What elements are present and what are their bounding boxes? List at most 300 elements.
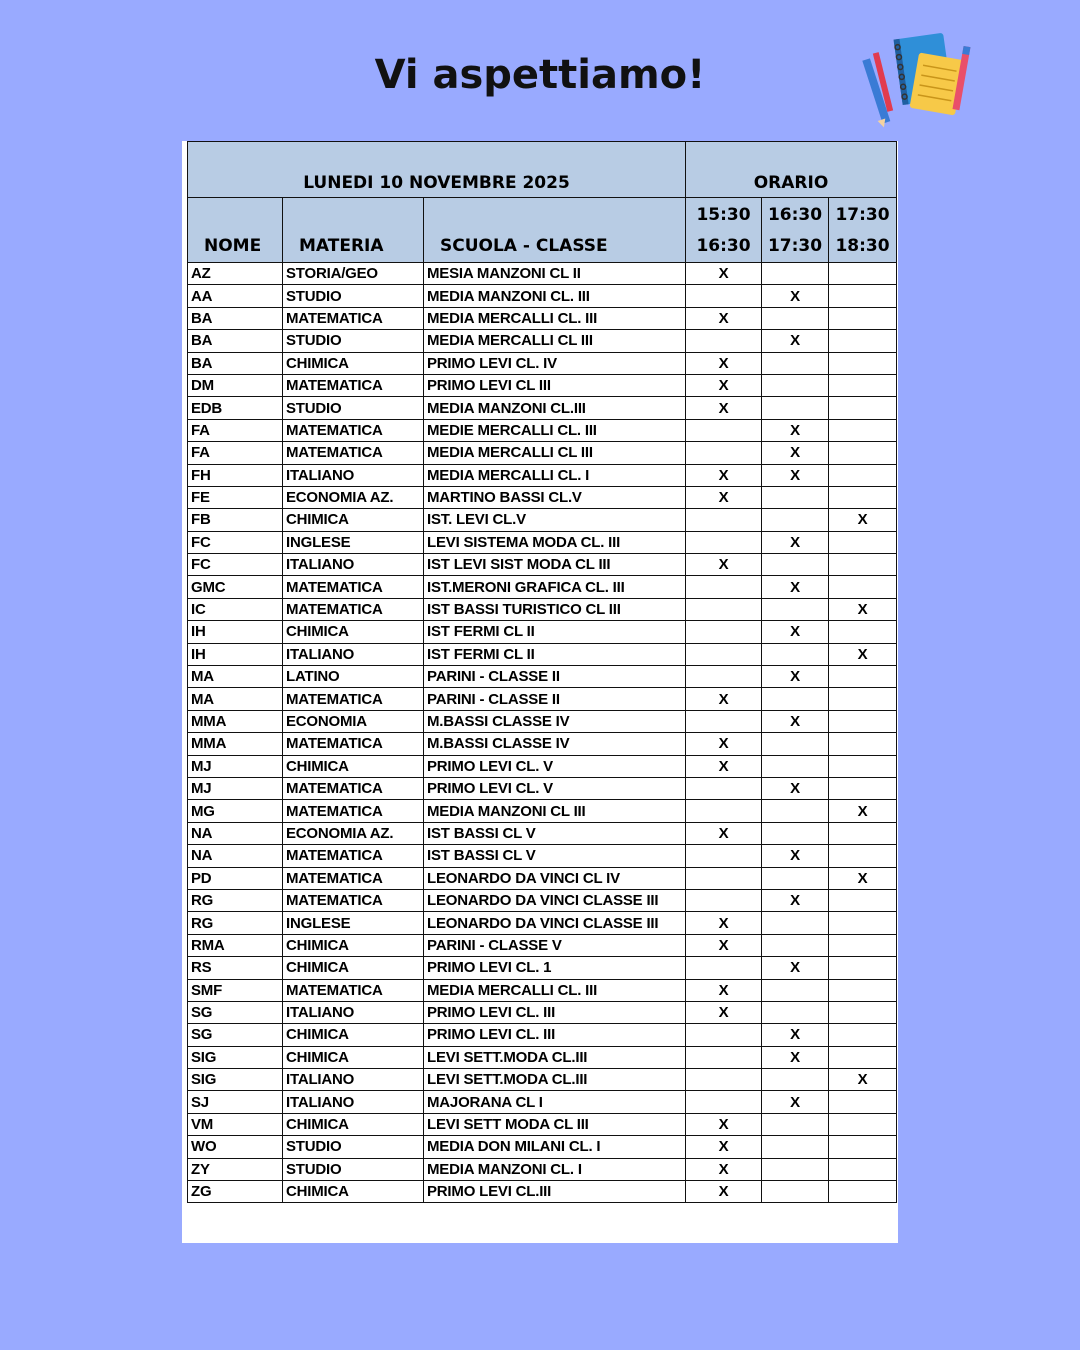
cell-materia: MATEMATICA [283, 374, 424, 396]
cell-materia: ITALIANO [283, 1001, 424, 1023]
cell-scuola: LEVI SETT MODA CL III [424, 1113, 686, 1135]
col-header-scuola: SCUOLA - CLASSE [424, 198, 686, 263]
cell-slot-2 [762, 979, 829, 1001]
cell-scuola: MEDIA MERCALLI CL III [424, 442, 686, 464]
cell-nome: SG [188, 1024, 283, 1046]
cell-slot-2 [762, 598, 829, 620]
cell-slot-2: X [762, 666, 829, 688]
cell-nome: GMC [188, 576, 283, 598]
cell-slot-2 [762, 822, 829, 844]
cell-slot-3 [829, 330, 897, 352]
cell-slot-2: X [762, 1091, 829, 1113]
slot-header-2: 16:30 17:30 [762, 198, 829, 263]
cell-materia: ITALIANO [283, 1091, 424, 1113]
cell-slot-1 [686, 800, 762, 822]
cell-slot-2 [762, 554, 829, 576]
cell-slot-2: X [762, 889, 829, 911]
cell-scuola: MAJORANA CL I [424, 1091, 686, 1113]
cell-slot-3 [829, 397, 897, 419]
cell-slot-1 [686, 598, 762, 620]
table-row [188, 285, 897, 307]
cell-slot-1: X [686, 688, 762, 710]
cell-materia: STORIA/GEO [283, 263, 424, 285]
slot-header-1: 15:30 16:30 [686, 198, 762, 263]
cell-slot-3 [829, 845, 897, 867]
cell-scuola: MEDIA MERCALLI CL. I [424, 464, 686, 486]
cell-nome: NA [188, 822, 283, 844]
cell-materia: ECONOMIA [283, 710, 424, 732]
cell-slot-2 [762, 643, 829, 665]
cell-nome: MMA [188, 733, 283, 755]
cell-scuola: MEDIA DON MILANI CL. I [424, 1136, 686, 1158]
cell-materia: MATEMATICA [283, 800, 424, 822]
cell-scuola: MEDIA MERCALLI CL. III [424, 307, 686, 329]
cell-nome: VM [188, 1113, 283, 1135]
cell-slot-3 [829, 1136, 897, 1158]
cell-slot-1 [686, 889, 762, 911]
cell-slot-2 [762, 1158, 829, 1180]
cell-scuola: LEVI SETT.MODA CL.III [424, 1069, 686, 1091]
cell-slot-2: X [762, 576, 829, 598]
cell-scuola: MEDIA MANZONI CL III [424, 800, 686, 822]
cell-scuola: MARTINO BASSI CL.V [424, 486, 686, 508]
table-row [188, 419, 897, 441]
cell-slot-1 [686, 576, 762, 598]
cell-nome: PD [188, 867, 283, 889]
cell-slot-1 [686, 621, 762, 643]
table-row [188, 912, 897, 934]
cell-materia: ITALIANO [283, 643, 424, 665]
cell-slot-3: X [829, 867, 897, 889]
cell-slot-3 [829, 554, 897, 576]
cell-slot-1 [686, 867, 762, 889]
cell-slot-3 [829, 822, 897, 844]
cell-slot-3 [829, 1091, 897, 1113]
cell-slot-1: X [686, 733, 762, 755]
table-row [188, 1046, 897, 1068]
cell-slot-1 [686, 777, 762, 799]
cell-slot-1: X [686, 1001, 762, 1023]
table-row [188, 598, 897, 620]
cell-slot-3 [829, 934, 897, 956]
cell-scuola: PRIMO LEVI CL.III [424, 1181, 686, 1203]
cell-slot-2 [762, 733, 829, 755]
slot-header-3: 17:30 18:30 [829, 198, 897, 263]
cell-slot-3 [829, 733, 897, 755]
cell-nome: WO [188, 1136, 283, 1158]
cell-scuola: M.BASSI CLASSE IV [424, 733, 686, 755]
cell-materia: MATEMATICA [283, 688, 424, 710]
cell-slot-3 [829, 755, 897, 777]
cell-nome: MG [188, 800, 283, 822]
cell-slot-1 [686, 330, 762, 352]
table-row [188, 509, 897, 531]
table-row [188, 1136, 897, 1158]
cell-slot-1 [686, 285, 762, 307]
table-row [188, 1113, 897, 1135]
cell-materia: MATEMATICA [283, 845, 424, 867]
cell-slot-3 [829, 285, 897, 307]
table-row [188, 486, 897, 508]
table-row [188, 1181, 897, 1203]
cell-nome: BA [188, 330, 283, 352]
col-header-materia: MATERIA [283, 198, 424, 263]
cell-slot-2 [762, 1113, 829, 1135]
cell-materia: MATEMATICA [283, 867, 424, 889]
cell-slot-3: X [829, 598, 897, 620]
cell-nome: SMF [188, 979, 283, 1001]
cell-scuola: IST. LEVI CL.V [424, 509, 686, 531]
cell-materia: MATEMATICA [283, 777, 424, 799]
cell-slot-1: X [686, 1158, 762, 1180]
cell-slot-1: X [686, 352, 762, 374]
cell-scuola: PRIMO LEVI CL III [424, 374, 686, 396]
table-row [188, 1091, 897, 1113]
cell-slot-1 [686, 419, 762, 441]
cell-slot-1 [686, 509, 762, 531]
cell-slot-2 [762, 1069, 829, 1091]
notebook-pencils-icon [862, 30, 974, 128]
cell-slot-2: X [762, 1046, 829, 1068]
cell-slot-3 [829, 1113, 897, 1135]
cell-materia: STUDIO [283, 1158, 424, 1180]
cell-scuola: IST FERMI CL II [424, 621, 686, 643]
cell-materia: ITALIANO [283, 1069, 424, 1091]
table-row [188, 1001, 897, 1023]
cell-slot-2 [762, 374, 829, 396]
date-heading: LUNEDI 10 NOVEMBRE 2025 [188, 142, 686, 198]
cell-slot-1: X [686, 374, 762, 396]
cell-scuola: MEDIA MERCALLI CL. III [424, 979, 686, 1001]
cell-materia: MATEMATICA [283, 733, 424, 755]
table-row [188, 822, 897, 844]
table-row [188, 374, 897, 396]
cell-slot-1 [686, 710, 762, 732]
cell-nome: ZG [188, 1181, 283, 1203]
cell-slot-3 [829, 442, 897, 464]
cell-slot-3 [829, 464, 897, 486]
cell-slot-3 [829, 419, 897, 441]
cell-nome: BA [188, 307, 283, 329]
cell-nome: ZY [188, 1158, 283, 1180]
cell-scuola: MEDIA MERCALLI CL III [424, 330, 686, 352]
cell-materia: CHIMICA [283, 1024, 424, 1046]
cell-materia: CHIMICA [283, 1113, 424, 1135]
cell-scuola: LEONARDO DA VINCI CLASSE III [424, 889, 686, 911]
cell-slot-3 [829, 912, 897, 934]
cell-nome: SIG [188, 1069, 283, 1091]
cell-slot-3 [829, 1046, 897, 1068]
table-row [188, 777, 897, 799]
table-row [188, 621, 897, 643]
cell-scuola: PRIMO LEVI CL. V [424, 755, 686, 777]
cell-slot-3: X [829, 1069, 897, 1091]
table-row [188, 643, 897, 665]
cell-scuola: PRIMO LEVI CL. 1 [424, 957, 686, 979]
cell-nome: MMA [188, 710, 283, 732]
cell-slot-2: X [762, 1024, 829, 1046]
table-row [188, 576, 897, 598]
cell-slot-2 [762, 486, 829, 508]
cell-scuola: PARINI - CLASSE II [424, 666, 686, 688]
table-row [188, 464, 897, 486]
cell-slot-3 [829, 486, 897, 508]
cell-slot-2 [762, 1181, 829, 1203]
table-row [188, 307, 897, 329]
cell-nome: BA [188, 352, 283, 374]
cell-slot-3 [829, 979, 897, 1001]
cell-scuola: IST BASSI CL V [424, 845, 686, 867]
cell-slot-3 [829, 957, 897, 979]
cell-scuola: M.BASSI CLASSE IV [424, 710, 686, 732]
cell-nome: SIG [188, 1046, 283, 1068]
cell-materia: LATINO [283, 666, 424, 688]
table-row [188, 733, 897, 755]
cell-slot-3 [829, 352, 897, 374]
table-row [188, 330, 897, 352]
cell-scuola: PRIMO LEVI CL. III [424, 1001, 686, 1023]
cell-slot-2 [762, 263, 829, 285]
cell-slot-1 [686, 1046, 762, 1068]
cell-materia: CHIMICA [283, 621, 424, 643]
cell-scuola: PARINI - CLASSE II [424, 688, 686, 710]
cell-materia: INGLESE [283, 912, 424, 934]
cell-nome: SG [188, 1001, 283, 1023]
cell-slot-3 [829, 576, 897, 598]
cell-slot-3: X [829, 509, 897, 531]
cell-slot-1 [686, 957, 762, 979]
cell-slot-2: X [762, 419, 829, 441]
table-row [188, 554, 897, 576]
table-row [188, 531, 897, 553]
cell-slot-2 [762, 509, 829, 531]
cell-slot-1: X [686, 397, 762, 419]
cell-slot-3 [829, 621, 897, 643]
cell-scuola: LEONARDO DA VINCI CL IV [424, 867, 686, 889]
cell-slot-1: X [686, 912, 762, 934]
cell-materia: STUDIO [283, 397, 424, 419]
cell-slot-3 [829, 1024, 897, 1046]
cell-materia: CHIMICA [283, 509, 424, 531]
cell-scuola: IST BASSI CL V [424, 822, 686, 844]
table-row [188, 934, 897, 956]
table-row [188, 352, 897, 374]
cell-slot-2 [762, 912, 829, 934]
cell-slot-1: X [686, 1113, 762, 1135]
cell-nome: FB [188, 509, 283, 531]
cell-scuola: MEDIA MANZONI CL. I [424, 1158, 686, 1180]
cell-slot-1 [686, 1091, 762, 1113]
table-row [188, 845, 897, 867]
cell-slot-2: X [762, 845, 829, 867]
cell-slot-1 [686, 1069, 762, 1091]
cell-nome: FA [188, 419, 283, 441]
col-header-nome: NOME [188, 198, 283, 263]
table-row [188, 1069, 897, 1091]
cell-materia: MATEMATICA [283, 307, 424, 329]
cell-slot-3: X [829, 643, 897, 665]
cell-nome: FC [188, 531, 283, 553]
cell-slot-1: X [686, 755, 762, 777]
cell-slot-3: X [829, 800, 897, 822]
cell-scuola: IST BASSI TURISTICO CL III [424, 598, 686, 620]
cell-slot-3 [829, 666, 897, 688]
cell-nome: FA [188, 442, 283, 464]
cell-slot-2 [762, 755, 829, 777]
cell-scuola: PARINI - CLASSE V [424, 934, 686, 956]
cell-nome: SJ [188, 1091, 283, 1113]
cell-materia: CHIMICA [283, 352, 424, 374]
cell-nome: AA [188, 285, 283, 307]
cell-slot-2: X [762, 464, 829, 486]
cell-materia: INGLESE [283, 531, 424, 553]
cell-nome: FE [188, 486, 283, 508]
cell-slot-3 [829, 710, 897, 732]
cell-scuola: LEONARDO DA VINCI CLASSE III [424, 912, 686, 934]
cell-materia: MATEMATICA [283, 442, 424, 464]
cell-slot-2: X [762, 957, 829, 979]
table-row [188, 442, 897, 464]
cell-nome: RMA [188, 934, 283, 956]
cell-materia: CHIMICA [283, 934, 424, 956]
cell-materia: MATEMATICA [283, 598, 424, 620]
cell-slot-1 [686, 531, 762, 553]
cell-slot-3 [829, 1158, 897, 1180]
cell-materia: ECONOMIA AZ. [283, 822, 424, 844]
schedule-heading: ORARIO [686, 142, 897, 198]
cell-materia: STUDIO [283, 330, 424, 352]
cell-slot-2: X [762, 330, 829, 352]
cell-slot-2: X [762, 285, 829, 307]
cell-slot-1 [686, 666, 762, 688]
cell-slot-1: X [686, 486, 762, 508]
cell-materia: MATEMATICA [283, 576, 424, 598]
cell-slot-2: X [762, 621, 829, 643]
cell-nome: IH [188, 621, 283, 643]
schedule-table [187, 141, 897, 1203]
cell-nome: EDB [188, 397, 283, 419]
cell-slot-1: X [686, 307, 762, 329]
table-row [188, 979, 897, 1001]
cell-slot-1 [686, 845, 762, 867]
cell-materia: STUDIO [283, 1136, 424, 1158]
cell-slot-2 [762, 800, 829, 822]
cell-slot-2 [762, 397, 829, 419]
cell-scuola: MESIA MANZONI CL II [424, 263, 686, 285]
cell-slot-2 [762, 934, 829, 956]
cell-scuola: LEVI SETT.MODA CL.III [424, 1046, 686, 1068]
cell-slot-3 [829, 889, 897, 911]
cell-slot-3 [829, 1001, 897, 1023]
cell-slot-1: X [686, 464, 762, 486]
cell-nome: RS [188, 957, 283, 979]
cell-materia: ITALIANO [283, 464, 424, 486]
cell-slot-2 [762, 1136, 829, 1158]
table-row [188, 263, 897, 285]
cell-nome: RG [188, 889, 283, 911]
cell-nome: NA [188, 845, 283, 867]
table-row [188, 1158, 897, 1180]
cell-nome: AZ [188, 263, 283, 285]
cell-slot-3 [829, 374, 897, 396]
cell-nome: MA [188, 666, 283, 688]
cell-slot-1 [686, 643, 762, 665]
cell-scuola: MEDIA MANZONI CL. III [424, 285, 686, 307]
cell-slot-2 [762, 307, 829, 329]
cell-scuola: MEDIA MANZONI CL.III [424, 397, 686, 419]
cell-slot-2 [762, 688, 829, 710]
cell-slot-1: X [686, 822, 762, 844]
table-row [188, 397, 897, 419]
cell-scuola: IST.MERONI GRAFICA CL. III [424, 576, 686, 598]
cell-slot-2 [762, 867, 829, 889]
cell-scuola: LEVI SISTEMA MODA CL. III [424, 531, 686, 553]
cell-slot-3 [829, 688, 897, 710]
cell-nome: RG [188, 912, 283, 934]
cell-materia: ITALIANO [283, 554, 424, 576]
cell-slot-1: X [686, 1136, 762, 1158]
cell-nome: IC [188, 598, 283, 620]
cell-nome: DM [188, 374, 283, 396]
cell-scuola: PRIMO LEVI CL. III [424, 1024, 686, 1046]
cell-slot-2: X [762, 442, 829, 464]
cell-materia: CHIMICA [283, 1181, 424, 1203]
cell-materia: MATEMATICA [283, 889, 424, 911]
cell-nome: IH [188, 643, 283, 665]
table-row [188, 957, 897, 979]
cell-scuola: MEDIE MERCALLI CL. III [424, 419, 686, 441]
cell-materia: STUDIO [283, 285, 424, 307]
cell-nome: FC [188, 554, 283, 576]
table-row [188, 867, 897, 889]
cell-slot-1: X [686, 263, 762, 285]
cell-slot-3 [829, 307, 897, 329]
schedule-sheet [182, 141, 898, 1243]
cell-slot-3 [829, 531, 897, 553]
cell-slot-2: X [762, 531, 829, 553]
table-row [188, 889, 897, 911]
table-row [188, 688, 897, 710]
cell-nome: MJ [188, 755, 283, 777]
cell-slot-3 [829, 777, 897, 799]
cell-slot-3 [829, 263, 897, 285]
cell-scuola: PRIMO LEVI CL. V [424, 777, 686, 799]
cell-materia: CHIMICA [283, 957, 424, 979]
cell-nome: FH [188, 464, 283, 486]
cell-slot-1: X [686, 1181, 762, 1203]
cell-materia: MATEMATICA [283, 419, 424, 441]
table-row [188, 710, 897, 732]
cell-slot-2 [762, 352, 829, 374]
cell-nome: MJ [188, 777, 283, 799]
cell-slot-1 [686, 1024, 762, 1046]
table-row [188, 800, 897, 822]
cell-slot-1: X [686, 979, 762, 1001]
cell-slot-1: X [686, 554, 762, 576]
cell-scuola: IST FERMI CL II [424, 643, 686, 665]
cell-slot-3 [829, 1181, 897, 1203]
table-row [188, 666, 897, 688]
table-row [188, 1024, 897, 1046]
cell-scuola: IST LEVI SIST MODA CL III [424, 554, 686, 576]
cell-scuola: PRIMO LEVI CL. IV [424, 352, 686, 374]
cell-materia: CHIMICA [283, 755, 424, 777]
cell-nome: MA [188, 688, 283, 710]
cell-slot-1 [686, 442, 762, 464]
page-title: Vi aspettiamo! [374, 52, 706, 98]
table-row [188, 755, 897, 777]
cell-materia: ECONOMIA AZ. [283, 486, 424, 508]
